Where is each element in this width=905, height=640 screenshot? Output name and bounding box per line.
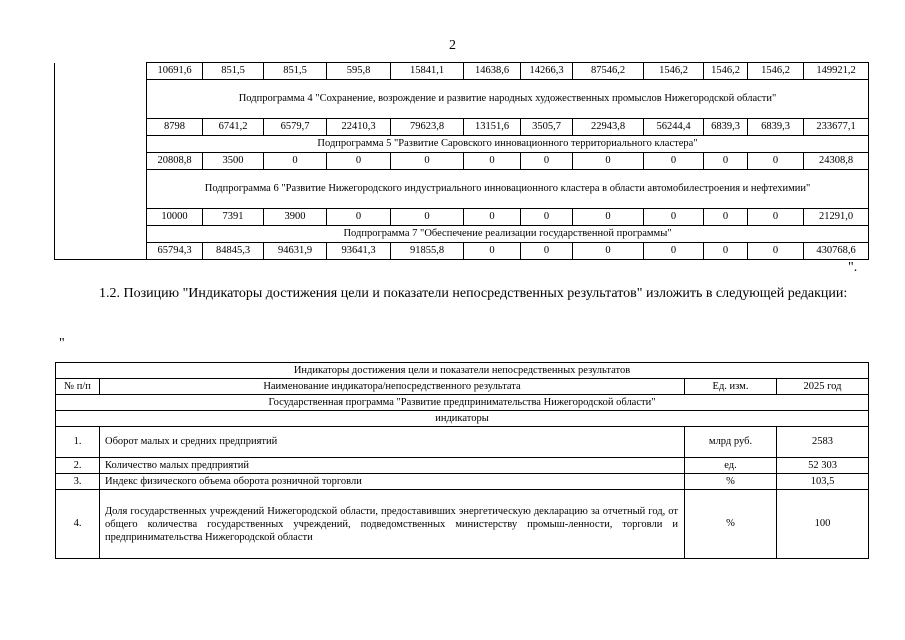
indicators-header-row bbox=[56, 379, 869, 395]
finance-cell: 94631,9 bbox=[264, 243, 327, 260]
amendment-paragraph bbox=[59, 280, 861, 308]
finance-cell: 21291,0 bbox=[804, 209, 869, 226]
table-row bbox=[56, 427, 869, 458]
finance-cell: 6741,2 bbox=[203, 119, 264, 136]
finance-cell: 6839,3 bbox=[704, 119, 748, 136]
subprogram-row bbox=[55, 136, 869, 153]
subprogram-7-title: Подпрограмма 7 "Обеспечение реализации государственной программы" bbox=[147, 226, 869, 243]
finance-cell: 7391 bbox=[203, 209, 264, 226]
row-num: 2. bbox=[56, 458, 100, 474]
page-number: 2 bbox=[449, 38, 456, 53]
header-year: 2025 год bbox=[777, 379, 869, 395]
program-row bbox=[56, 395, 869, 411]
finance-cell: 595,8 bbox=[327, 63, 391, 80]
finance-cell: 13151,6 bbox=[464, 119, 521, 136]
finance-cell: 0 bbox=[391, 209, 464, 226]
finance-cell: 0 bbox=[644, 209, 704, 226]
finance-cell: 851,5 bbox=[203, 63, 264, 80]
finance-cell: 0 bbox=[704, 209, 748, 226]
finance-row bbox=[55, 153, 869, 170]
opening-quote: " bbox=[59, 336, 65, 351]
finance-cell: 10691,6 bbox=[147, 63, 203, 80]
finance-cell: 851,5 bbox=[264, 63, 327, 80]
table-row bbox=[56, 458, 869, 474]
finance-cell: 0 bbox=[327, 209, 391, 226]
finance-row bbox=[55, 63, 869, 80]
row-value: 100 bbox=[777, 490, 869, 559]
section-row bbox=[56, 411, 869, 427]
section-title: индикаторы bbox=[56, 411, 869, 427]
subprogram-row bbox=[55, 170, 869, 209]
row-name: Индекс физического объема оборота розничной торговли bbox=[100, 474, 685, 490]
finance-cell: 6839,3 bbox=[748, 119, 804, 136]
row-unit: % bbox=[685, 490, 777, 559]
finance-cell: 0 bbox=[704, 243, 748, 260]
finance-cell: 0 bbox=[464, 209, 521, 226]
finance-cell: 56244,4 bbox=[644, 119, 704, 136]
finance-cell: 0 bbox=[748, 209, 804, 226]
finance-cell: 3900 bbox=[264, 209, 327, 226]
row-value: 52 303 bbox=[777, 458, 869, 474]
finance-cell: 14266,3 bbox=[521, 63, 573, 80]
row-value: 103,5 bbox=[777, 474, 869, 490]
finance-cell: 22410,3 bbox=[327, 119, 391, 136]
row-num: 3. bbox=[56, 474, 100, 490]
finance-row bbox=[55, 119, 869, 136]
finance-cell: 93641,3 bbox=[327, 243, 391, 260]
table-row bbox=[56, 490, 869, 559]
row-value: 2583 bbox=[777, 427, 869, 458]
finance-cell: 0 bbox=[391, 153, 464, 170]
subprogram-row bbox=[55, 226, 869, 243]
amendment-text: 1.2. Позицию "Индикаторы достижения цели и показатели непосредственных результатов" изложить в следующей редакции: bbox=[99, 286, 848, 301]
finance-cell: 0 bbox=[644, 153, 704, 170]
finance-cell: 0 bbox=[573, 153, 644, 170]
indicators-title-row bbox=[56, 363, 869, 379]
subprogram-6-title: Подпрограмма 6 "Развитие Нижегородского индустриального инновационного кластера в области автомобилестроения и нефтехимии" bbox=[147, 170, 869, 209]
finance-cell: 0 bbox=[521, 243, 573, 260]
finance-cell: 87546,2 bbox=[573, 63, 644, 80]
finance-cell: 0 bbox=[327, 153, 391, 170]
finance-cell: 10000 bbox=[147, 209, 203, 226]
header-num: № п/п bbox=[56, 379, 100, 395]
finance-cell: 0 bbox=[521, 209, 573, 226]
row-name: Доля государственных учреждений Нижегородской области, предоставивших энергетическую декларацию за отчетный год, от общего количества государственных учреждений, подведомственных министерству промыш-ленности, торговли и предпринимательства Нижегородской области bbox=[100, 490, 685, 559]
finance-cell: 79623,8 bbox=[391, 119, 464, 136]
finance-cell: 3500 bbox=[203, 153, 264, 170]
finance-cell: 0 bbox=[573, 209, 644, 226]
finance-cell: 20808,8 bbox=[147, 153, 203, 170]
row-unit: % bbox=[685, 474, 777, 490]
subprogram-row bbox=[55, 80, 869, 119]
row-name: Количество малых предприятий bbox=[100, 458, 685, 474]
indicators-table bbox=[55, 362, 869, 559]
finance-cell: 0 bbox=[748, 153, 804, 170]
row-unit: млрд руб. bbox=[685, 427, 777, 458]
program-title: Государственная программа "Развитие предпринимательства Нижегородской области" bbox=[56, 395, 869, 411]
finance-cell: 0 bbox=[464, 153, 521, 170]
row-num: 1. bbox=[56, 427, 100, 458]
finance-cell: 0 bbox=[264, 153, 327, 170]
row-num: 4. bbox=[56, 490, 100, 559]
subprogram-5-title: Подпрограмма 5 "Развитие Саровского инновационного территориального кластера" bbox=[147, 136, 869, 153]
indicators-table-title: Индикаторы достижения цели и показатели непосредственных результатов bbox=[56, 363, 869, 379]
finance-cell: 24308,8 bbox=[804, 153, 869, 170]
closing-quote: ". bbox=[848, 260, 858, 275]
row-unit: ед. bbox=[685, 458, 777, 474]
subprogram-4-title: Подпрограмма 4 "Сохранение, возрождение и развитие народных художественных промыслов Нижегородской области" bbox=[147, 80, 869, 119]
finance-cell: 430768,6 bbox=[804, 243, 869, 260]
finance-cell: 1546,2 bbox=[704, 63, 748, 80]
finance-cell: 1546,2 bbox=[644, 63, 704, 80]
finance-cell: 14638,6 bbox=[464, 63, 521, 80]
finance-cell: 0 bbox=[644, 243, 704, 260]
finance-cell: 3505,7 bbox=[521, 119, 573, 136]
finance-cell: 22943,8 bbox=[573, 119, 644, 136]
finance-cell: 233677,1 bbox=[804, 119, 869, 136]
finance-table bbox=[54, 62, 869, 260]
finance-cell: 0 bbox=[573, 243, 644, 260]
row-name: Оборот малых и средних предприятий bbox=[100, 427, 685, 458]
finance-row bbox=[55, 243, 869, 260]
table-row bbox=[56, 474, 869, 490]
finance-cell: 6579,7 bbox=[264, 119, 327, 136]
finance-cell: 84845,3 bbox=[203, 243, 264, 260]
finance-cell: 1546,2 bbox=[748, 63, 804, 80]
finance-cell: 0 bbox=[704, 153, 748, 170]
empty-label-cell bbox=[55, 63, 147, 260]
finance-cell: 8798 bbox=[147, 119, 203, 136]
header-name: Наименование индикатора/непосредственного результата bbox=[100, 379, 685, 395]
finance-cell: 0 bbox=[748, 243, 804, 260]
header-unit: Ед. изм. bbox=[685, 379, 777, 395]
finance-cell: 91855,8 bbox=[391, 243, 464, 260]
finance-cell: 65794,3 bbox=[147, 243, 203, 260]
finance-cell: 149921,2 bbox=[804, 63, 869, 80]
finance-cell: 15841,1 bbox=[391, 63, 464, 80]
finance-cell: 0 bbox=[464, 243, 521, 260]
finance-cell: 0 bbox=[521, 153, 573, 170]
finance-row bbox=[55, 209, 869, 226]
